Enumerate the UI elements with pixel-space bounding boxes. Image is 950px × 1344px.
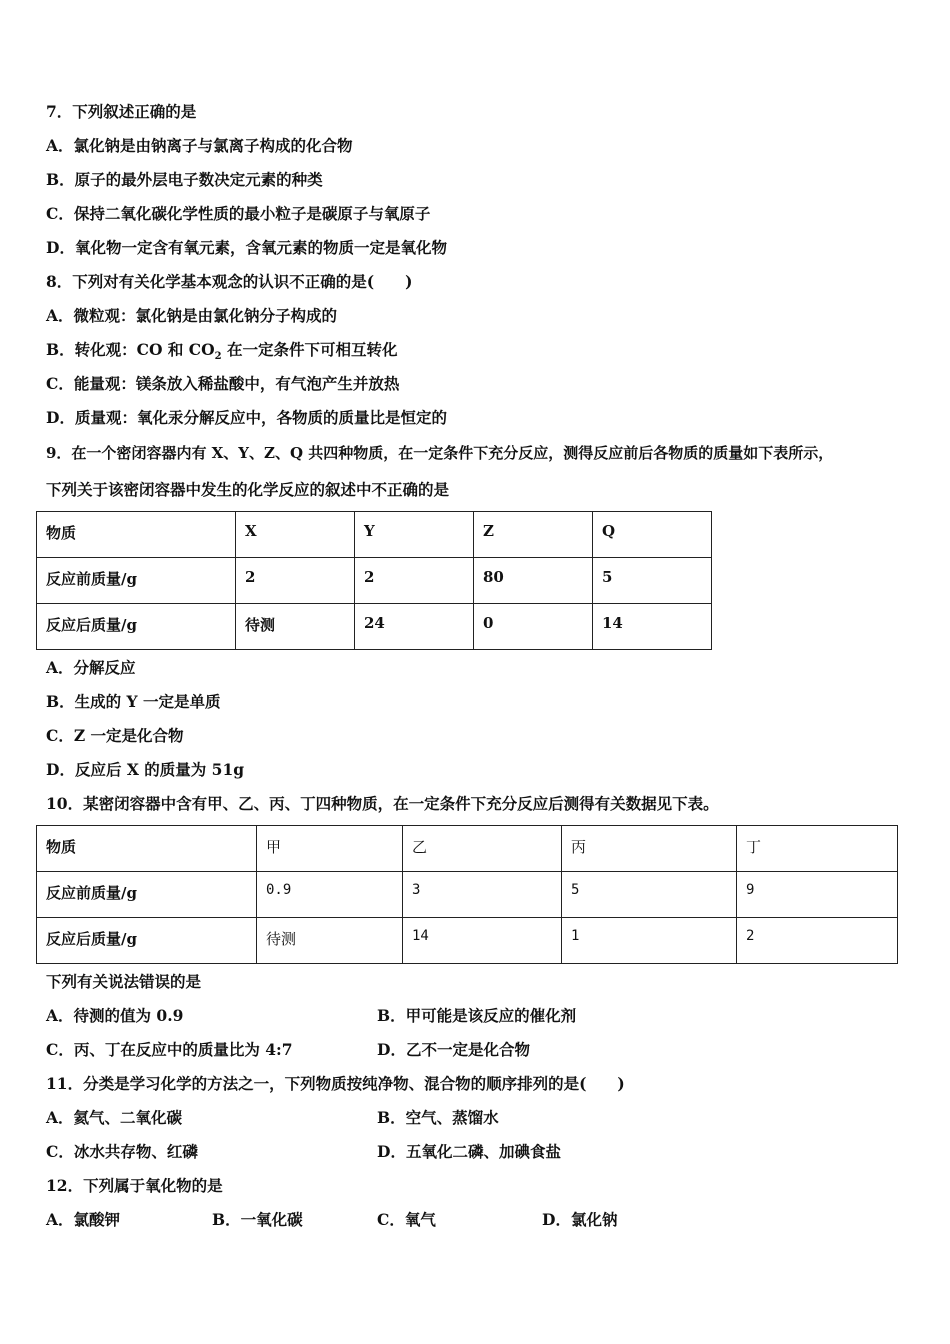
q8-option-d[interactable]: D．质量观：氧化汞分解反应中，各物质的质量比是恒定的 — [46, 408, 447, 427]
q8-option-b[interactable] — [46, 340, 397, 367]
table-cell: Z — [474, 512, 593, 558]
q12-option-a[interactable]: A．氯酸钾 — [46, 1210, 121, 1229]
q11-option-c[interactable]: C．冰水共存物、红磷 — [46, 1142, 198, 1161]
q10-option-c[interactable]: C．丙、丁在反应中的质量比为 4:7 — [46, 1040, 293, 1059]
q7-option-d[interactable]: D．氧化物一定含有氧元素，含氧元素的物质一定是氧化物 — [46, 238, 447, 257]
table-cell: Q — [593, 512, 712, 558]
table-cell: 1 — [562, 918, 737, 964]
q10-data-table — [36, 825, 898, 964]
q7-option-c[interactable]: C．保持二氧化碳化学性质的最小粒子是碳原子与氧原子 — [46, 204, 431, 223]
table-cell: 2 — [236, 558, 355, 604]
table-cell: 待测 — [257, 918, 403, 964]
table-cell: 物质 — [37, 512, 236, 558]
table-cell: 80 — [474, 558, 593, 604]
table-cell: 2 — [737, 918, 898, 964]
table-cell: 反应前质量/g — [37, 872, 257, 918]
table-cell: 丙 — [562, 826, 737, 872]
q10-option-a[interactable]: A．待测的值为 0.9 — [46, 1006, 184, 1025]
table-cell: 乙 — [403, 826, 562, 872]
q10-after-table: 下列有关说法错误的是 — [46, 972, 202, 991]
table-row — [37, 604, 712, 650]
q12-option-b[interactable]: B．一氧化碳 — [212, 1210, 303, 1229]
q12-option-d[interactable]: D．氯化钠 — [542, 1210, 618, 1229]
q9-option-a[interactable]: A．分解反应 — [46, 658, 136, 677]
q7-stem: 7．下列叙述正确的是 — [46, 102, 197, 121]
table-row — [37, 826, 898, 872]
table-cell: 5 — [593, 558, 712, 604]
q9-stem-line2: 下列关于该密闭容器中发生的化学反应的叙述中不正确的是 — [46, 480, 450, 499]
table-cell: 14 — [593, 604, 712, 650]
table-cell: 0.9 — [257, 872, 403, 918]
table-cell: 待测 — [236, 604, 355, 650]
table-cell: 24 — [355, 604, 474, 650]
q11-option-d[interactable]: D．五氧化二磷、加碘食盐 — [377, 1142, 561, 1161]
table-cell: 物质 — [37, 826, 257, 872]
table-cell: 2 — [355, 558, 474, 604]
q8-option-a[interactable]: A．微粒观：氯化钠是由氯化钠分子构成的 — [46, 306, 338, 325]
table-cell: Y — [355, 512, 474, 558]
table-cell: 5 — [562, 872, 737, 918]
table-row — [37, 512, 712, 558]
q9-option-d[interactable]: D．反应后 X 的质量为 51g — [46, 760, 245, 779]
q10-option-b[interactable]: B．甲可能是该反应的催化剂 — [377, 1006, 577, 1025]
q8-option-c[interactable]: C．能量观：镁条放入稀盐酸中，有气泡产生并放热 — [46, 374, 400, 393]
q11-option-a[interactable]: A．氦气、二氧化碳 — [46, 1108, 183, 1127]
table-cell: X — [236, 512, 355, 558]
table-cell: 丁 — [737, 826, 898, 872]
table-row — [37, 872, 898, 918]
table-cell: 反应后质量/g — [37, 604, 236, 650]
table-cell: 3 — [403, 872, 562, 918]
q7-option-b[interactable]: B．原子的最外层电子数决定元素的种类 — [46, 170, 323, 189]
q8-option-b-subscript: 2 — [214, 351, 222, 363]
table-cell: 14 — [403, 918, 562, 964]
q10-stem: 10．某密闭容器中含有甲、乙、丙、丁四种物质，在一定条件下充分反应后测得有关数据见下表。 — [46, 794, 719, 813]
q11-option-b[interactable]: B．空气、蒸馏水 — [377, 1108, 499, 1127]
q12-stem: 12．下列属于氧化物的是 — [46, 1176, 223, 1195]
q8-option-b-post: 在一定条件下可相互转化 — [221, 340, 398, 359]
q9-option-b[interactable]: B．生成的 Y 一定是单质 — [46, 692, 221, 711]
q12-option-c[interactable]: C．氧气 — [377, 1210, 436, 1229]
q11-stem: 11．分类是学习化学的方法之一，下列物质按纯净物、混合物的顺序排列的是( ) — [46, 1074, 625, 1093]
table-cell: 反应后质量/g — [37, 918, 257, 964]
q8-option-b-pre: B．转化观：CO 和 CO — [46, 340, 215, 359]
table-row — [37, 558, 712, 604]
q7-option-a[interactable]: A．氯化钠是由钠离子与氯离子构成的化合物 — [46, 136, 353, 155]
q9-option-c[interactable]: C．Z 一定是化合物 — [46, 726, 184, 745]
table-cell: 反应前质量/g — [37, 558, 236, 604]
q9-stem-line1: 9．在一个密闭容器内有 X、Y、Z、Q 共四种物质，在一定条件下充分反应，测得反应前后各物质的质量如下表所示， — [46, 444, 834, 462]
table-row — [37, 918, 898, 964]
q10-option-d[interactable]: D．乙不一定是化合物 — [377, 1040, 530, 1059]
q9-data-table — [36, 511, 712, 650]
table-cell: 9 — [737, 872, 898, 918]
table-cell: 0 — [474, 604, 593, 650]
table-cell: 甲 — [257, 826, 403, 872]
q8-stem: 8．下列对有关化学基本观念的认识不正确的是( ) — [46, 272, 413, 291]
